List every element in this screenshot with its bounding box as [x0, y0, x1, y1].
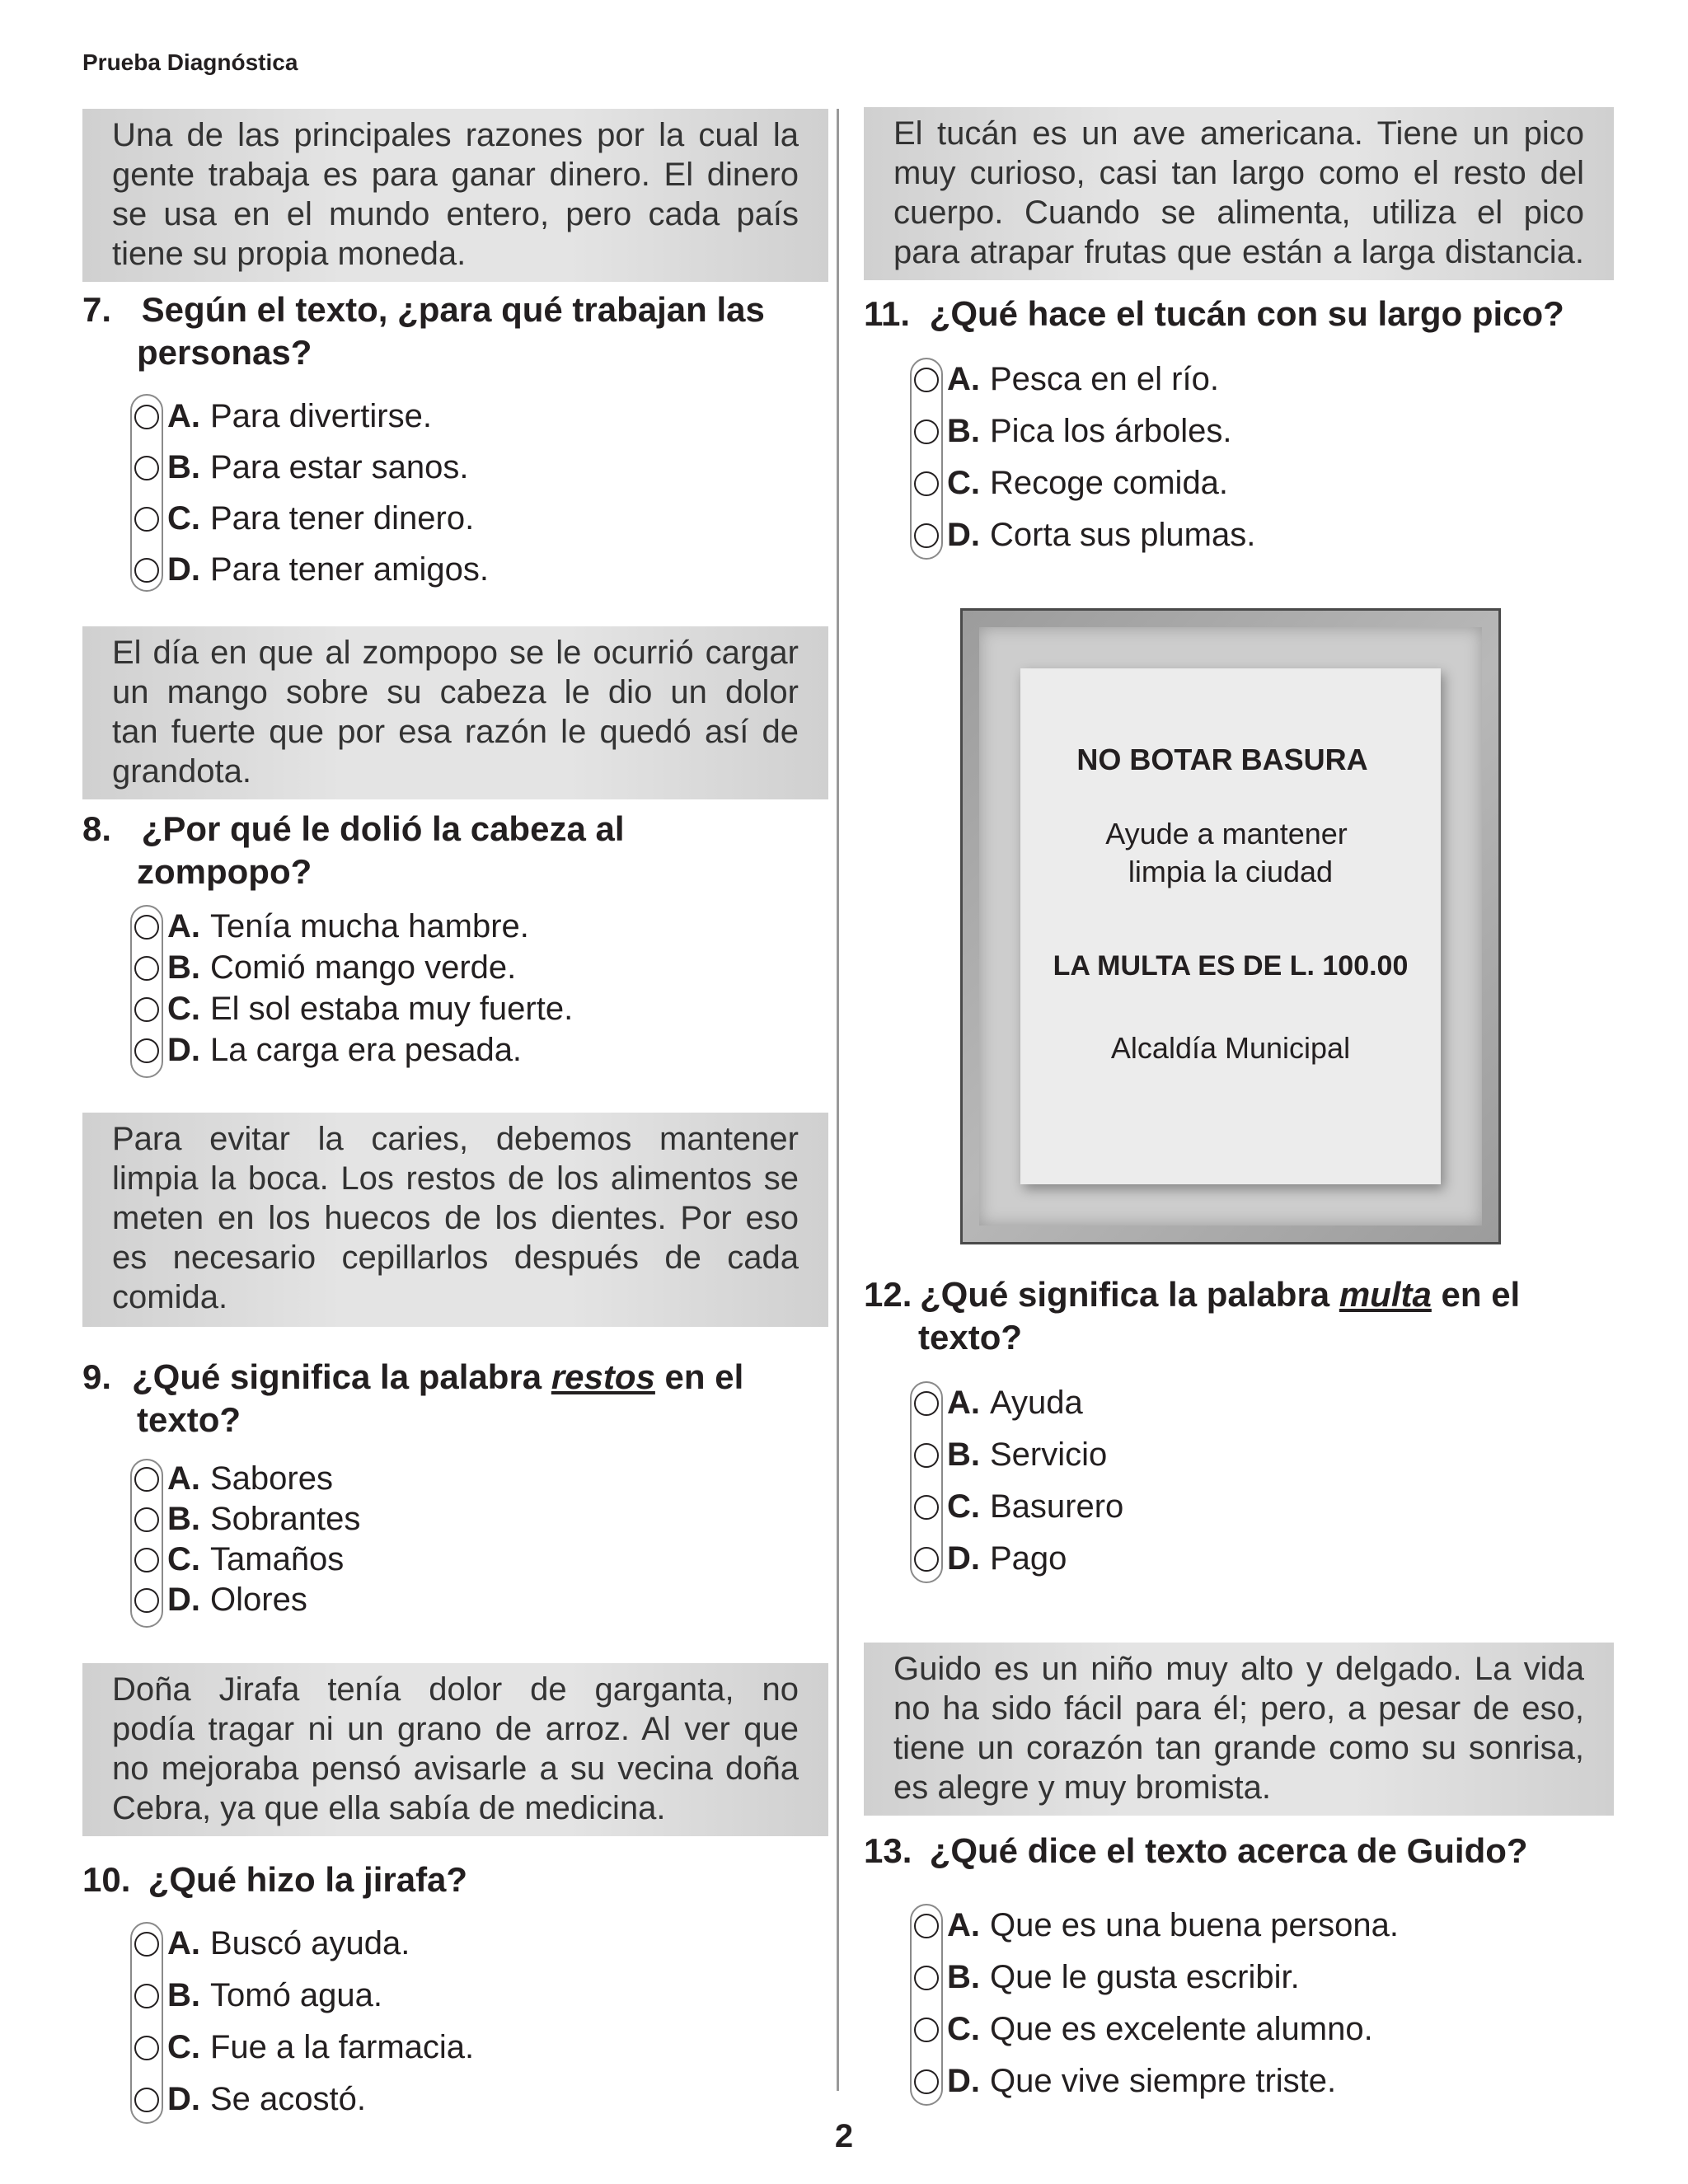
answer-bubble[interactable] [914, 523, 939, 548]
passage-line: Guido es un niño muy alto y delgado. La vida [893, 1651, 1584, 1687]
option-letter: C. [947, 465, 980, 501]
question-number: 7. [82, 290, 112, 329]
passage-q7 [82, 109, 828, 282]
option-letter: B. [167, 449, 200, 485]
options-q10 [130, 1922, 625, 2124]
option-text: El sol estaba muy fuerte. [210, 991, 574, 1027]
option-text: Buscó ayuda. [210, 1925, 410, 1961]
option-letter: D. [167, 1032, 200, 1068]
answer-bubble[interactable] [134, 1588, 159, 1613]
highlighted-word: restos [551, 1357, 655, 1396]
option-letter: B. [167, 949, 200, 986]
option-c[interactable] [130, 500, 474, 537]
question-text: ¿Qué significa la palabra [920, 1275, 1339, 1314]
passage-line: cuerpo. Cuando se alimenta, utiliza el pico [893, 194, 1584, 231]
option-d[interactable] [910, 2063, 1336, 2100]
highlighted-word: multa [1339, 1275, 1432, 1314]
question-text-end: en el [654, 1357, 744, 1396]
question-10 [82, 1858, 828, 1901]
passage-q9 [82, 1113, 828, 1327]
passage-line: grandota. [112, 753, 252, 790]
option-a[interactable] [130, 908, 529, 945]
option-letter: B. [947, 413, 980, 449]
page-header: Prueba Diagnóstica [82, 49, 298, 75]
option-letter: C. [167, 500, 200, 537]
option-text: Que le gusta escribir. [990, 1959, 1300, 1995]
answer-bubble[interactable] [914, 1443, 939, 1468]
page-number: 2 [834, 2118, 854, 2154]
question-text: ¿Qué hizo la jirafa? [148, 1860, 468, 1899]
question-13 [864, 1830, 1655, 1872]
option-letter: A. [947, 1907, 980, 1943]
sign-frame [960, 608, 1501, 1244]
question-11 [864, 293, 1655, 335]
options-q8 [130, 905, 625, 1078]
option-letter: C. [167, 2029, 200, 2065]
option-d[interactable] [910, 1540, 1067, 1577]
answer-bubble[interactable] [914, 2069, 939, 2094]
question-number: 8. [82, 809, 112, 848]
option-c[interactable] [130, 991, 573, 1028]
answer-bubble[interactable] [914, 1495, 939, 1520]
option-a[interactable] [130, 1460, 333, 1497]
question-text-continued: texto? [918, 1318, 1022, 1357]
option-text: Corta sus plumas. [990, 517, 1256, 553]
option-text: Sabores [210, 1460, 333, 1497]
option-text: Servicio [990, 1436, 1108, 1473]
option-text: Tomó agua. [210, 1977, 383, 2013]
option-text: Para divertirse. [210, 398, 432, 434]
answer-bubble[interactable] [914, 1547, 939, 1572]
option-c[interactable] [910, 2011, 1373, 2048]
option-b[interactable] [130, 1977, 382, 2014]
passage-line: muy curioso, casi tan largo como el resto del [893, 155, 1584, 191]
option-text: Pago [990, 1540, 1067, 1577]
answer-bubble[interactable] [134, 2088, 159, 2112]
option-text: Basurero [990, 1488, 1124, 1525]
question-number: 11. [864, 294, 911, 333]
option-c[interactable] [910, 465, 1228, 502]
answer-bubble[interactable] [134, 1467, 159, 1492]
passage-line: comida. [112, 1279, 228, 1315]
option-d[interactable] [130, 1582, 307, 1619]
answer-bubble[interactable] [134, 1548, 159, 1572]
passage-line: El tucán es un ave americana. Tiene un pico [893, 115, 1584, 152]
answer-bubble[interactable] [134, 456, 159, 480]
sign-line: limpia la ciudad [1128, 855, 1334, 888]
question-number: 12. [864, 1275, 912, 1314]
option-b[interactable] [910, 1436, 1107, 1474]
answer-bubble[interactable] [134, 405, 159, 429]
passage-line: podía tragar ni un grano de arroz. Al ver que [112, 1711, 799, 1747]
option-text: Para tener amigos. [210, 551, 489, 588]
options-q7 [130, 394, 625, 592]
options-q9 [130, 1459, 625, 1628]
passage-line: no ha sido fácil para él; pero, a pesar de eso, [893, 1690, 1584, 1727]
answer-bubble[interactable] [134, 915, 159, 940]
option-letter: D. [947, 2063, 980, 2099]
answer-bubble[interactable] [134, 507, 159, 532]
passage-q8 [82, 626, 828, 799]
option-letter: B. [167, 1501, 200, 1537]
question-text: ¿Qué significa la palabra [132, 1357, 551, 1396]
answer-bubble[interactable] [914, 419, 939, 444]
option-text: Que vive siempre triste. [990, 2063, 1337, 2099]
option-letter: B. [947, 1959, 980, 1995]
question-text: ¿Por qué le dolió la cabeza al [141, 809, 625, 848]
option-b[interactable] [130, 1501, 360, 1538]
passage-line: tan fuerte que por esa razón le quedó así de [112, 714, 799, 750]
answer-bubble[interactable] [134, 1038, 159, 1063]
option-letter: A. [947, 361, 980, 397]
passage-line: El día en que al zompopo se le ocurrió cargar [112, 635, 799, 671]
answer-bubble[interactable] [134, 956, 159, 981]
option-letter: D. [167, 1582, 200, 1618]
option-text: La carga era pesada. [210, 1032, 523, 1068]
option-text: Para estar sanos. [210, 449, 469, 485]
option-a[interactable] [130, 398, 432, 435]
option-letter: A. [167, 398, 200, 434]
option-text: Ayuda [990, 1385, 1083, 1421]
question-text: Según el texto, ¿para qué trabajan las [141, 290, 765, 329]
option-a[interactable] [130, 1925, 410, 1962]
answer-bubble[interactable] [134, 558, 159, 583]
passage-line: tiene un corazón tan grande como su sonrisa, [893, 1730, 1584, 1766]
option-letter: C. [947, 1488, 980, 1525]
option-letter: A. [167, 908, 200, 944]
option-letter: A. [167, 1460, 200, 1497]
option-text: Que es una buena persona. [990, 1907, 1399, 1943]
passage-line: Una de las principales razones por la cual la [112, 117, 799, 153]
options-q11 [910, 358, 1404, 560]
option-a[interactable] [910, 361, 1219, 398]
option-a[interactable] [910, 1907, 1399, 1944]
passage-q10 [82, 1663, 828, 1836]
option-b[interactable] [130, 449, 469, 486]
option-text: Tamaños [210, 1541, 345, 1577]
question-9 [82, 1356, 828, 1441]
option-text: Para tener dinero. [210, 500, 475, 537]
question-12 [864, 1273, 1655, 1359]
option-letter: A. [167, 1925, 200, 1961]
answer-bubble[interactable] [914, 368, 939, 392]
question-number: 9. [82, 1357, 112, 1396]
question-text-continued: personas? [137, 333, 312, 372]
option-letter: C. [947, 2011, 980, 2047]
option-d[interactable] [130, 551, 489, 588]
passage-line: es necesario cepillarlos después de cada [112, 1240, 799, 1276]
option-c[interactable] [130, 2029, 474, 2066]
passage-line: un mango sobre su cabeza le dio un dolor [112, 674, 799, 710]
option-text: Recoge comida. [990, 465, 1229, 501]
passage-line: gente trabaja es para ganar dinero. El dinero [112, 157, 799, 193]
question-text: ¿Qué dice el texto acerca de Guido? [929, 1831, 1528, 1870]
option-text: Fue a la farmacia. [210, 2029, 475, 2065]
question-text: ¿Qué hace el tucán con su largo pico? [929, 294, 1564, 333]
option-text: Se acostó. [210, 2081, 367, 2117]
answer-bubble[interactable] [134, 1507, 159, 1532]
sign-mat [979, 627, 1482, 1226]
option-letter: A. [947, 1385, 980, 1421]
column-divider [837, 109, 839, 2091]
option-text: Pica los árboles. [990, 413, 1232, 449]
option-letter: C. [167, 1541, 200, 1577]
answer-bubble[interactable] [134, 1932, 159, 1957]
option-text: Comió mango verde. [210, 949, 517, 986]
question-8 [82, 808, 828, 893]
passage-line: es alegre y muy bromista. [893, 1769, 1271, 1806]
question-7 [82, 288, 828, 374]
option-text: Pesca en el río. [990, 361, 1219, 397]
answer-bubble[interactable] [134, 997, 159, 1022]
option-letter: D. [947, 1540, 980, 1577]
question-number: 13. [864, 1831, 912, 1870]
sign-line: Ayude a mantener [1105, 817, 1348, 851]
sign-board [1020, 668, 1441, 1184]
passage-line: Doña Jirafa tenía dolor de garganta, no [112, 1671, 799, 1708]
option-b[interactable] [130, 949, 516, 987]
option-text: Olores [210, 1582, 307, 1618]
passage-line: para atrapar frutas que están a larga distancia. [893, 234, 1584, 270]
sign-title: NO BOTAR BASURA [1076, 743, 1368, 776]
options-q13 [910, 1904, 1404, 2106]
option-letter: C. [167, 991, 200, 1027]
passage-line: limpia la boca. Los restos de los alimentos se [112, 1160, 799, 1197]
option-a[interactable] [910, 1385, 1083, 1422]
sign-authority: Alcaldía Municipal [1110, 1031, 1351, 1065]
option-letter: B. [947, 1436, 980, 1473]
answer-bubble[interactable] [134, 1984, 159, 2008]
option-letter: B. [167, 1977, 200, 2013]
option-text: Que es excelente alumno. [990, 2011, 1373, 2047]
passage-line: se usa en el mundo entero, pero cada país [112, 196, 799, 232]
question-text-continued: zompopo? [137, 852, 312, 891]
answer-bubble[interactable] [914, 471, 939, 496]
passage-line: meten en los huecos de los dientes. Por eso [112, 1200, 799, 1236]
option-b[interactable] [910, 1959, 1300, 1996]
passage-line: no mejoraba pensó avisarle a su vecina doña [112, 1750, 799, 1787]
option-d[interactable] [130, 1032, 522, 1069]
option-c[interactable] [130, 1541, 344, 1578]
passage-q13 [864, 1643, 1614, 1816]
passage-line: Para evitar la caries, debemos mantener [112, 1121, 799, 1157]
option-letter: D. [167, 2081, 200, 2117]
option-text: Tenía mucha hambre. [210, 908, 529, 944]
answer-bubble[interactable] [914, 1914, 939, 1938]
question-text-continued: texto? [137, 1400, 241, 1439]
option-c[interactable] [910, 1488, 1123, 1526]
passage-q11 [864, 107, 1614, 280]
option-d[interactable] [910, 517, 1255, 554]
answer-bubble[interactable] [914, 2018, 939, 2042]
options-q12 [910, 1381, 1404, 1583]
question-number: 10. [82, 1860, 131, 1899]
answer-bubble[interactable] [914, 1966, 939, 1990]
option-letter: D. [947, 517, 980, 553]
option-b[interactable] [910, 413, 1231, 450]
option-text: Sobrantes [210, 1501, 361, 1537]
question-text-end: en el [1431, 1275, 1521, 1314]
option-d[interactable] [130, 2081, 366, 2118]
passage-line: tiene su propia moneda. [112, 236, 467, 272]
answer-bubble[interactable] [914, 1391, 939, 1416]
answer-bubble[interactable] [134, 2036, 159, 2060]
passage-line: Cebra, ya que ella sabía de medicina. [112, 1790, 666, 1826]
sign-fine: LA MULTA ES DE L. 100.00 [1053, 950, 1409, 982]
option-letter: D. [167, 551, 200, 588]
